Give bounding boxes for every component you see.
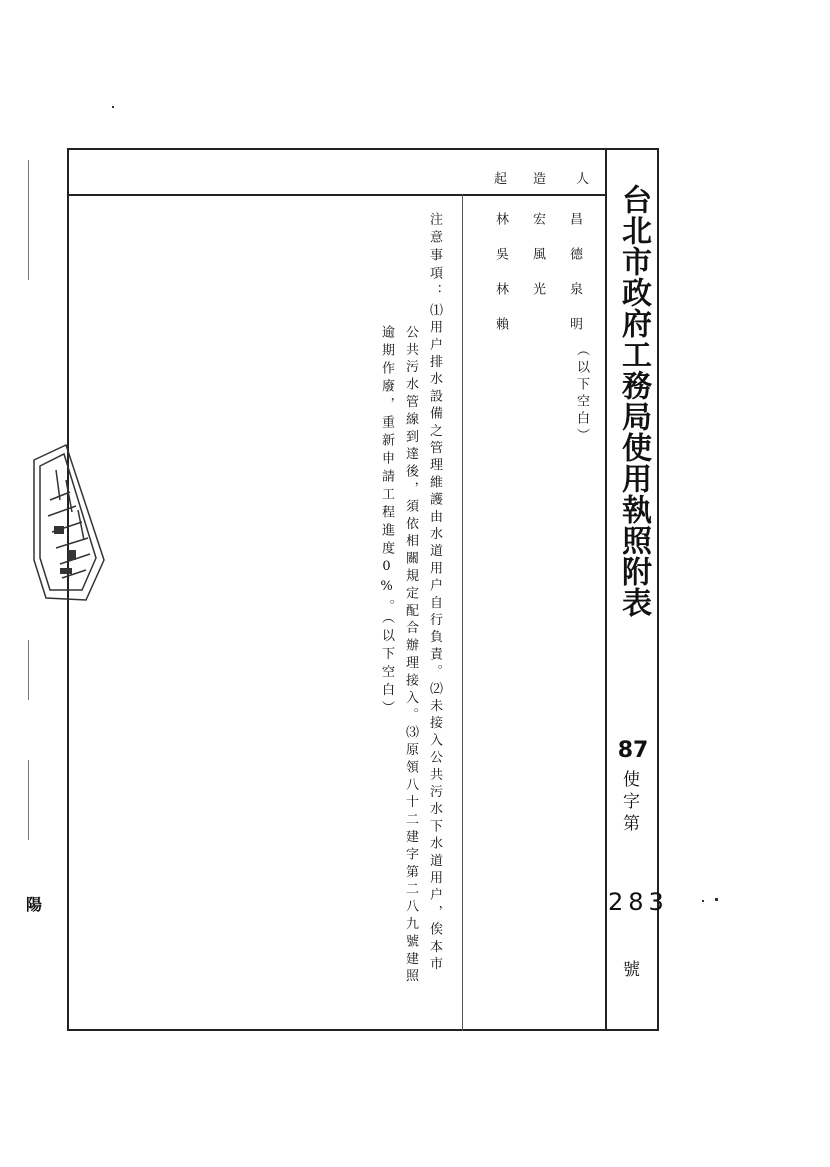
applicant-column-divider xyxy=(462,194,463,1031)
margin-mark: 陽 xyxy=(26,895,43,914)
applicant-column-1: 昌德泉明 xyxy=(567,212,582,352)
scan-speck xyxy=(112,106,114,108)
header-row-divider xyxy=(67,194,607,196)
official-seal-stamp xyxy=(26,440,116,605)
form-title: 台北市政府工務局使用執照附表 xyxy=(616,184,651,618)
left-edge-mark xyxy=(28,160,29,280)
permit-year: 87 xyxy=(617,738,649,763)
header-char-ren: 人 xyxy=(576,172,590,187)
applicant-column-2: 宏風光 xyxy=(530,212,545,317)
notes-line-2: 公共污水管線到達後，須依相關規定配合辦理接入。⑶原領八十二建字第二八九號建照 xyxy=(403,325,418,987)
applicants-blank-note: （以下空白） xyxy=(574,343,589,445)
permit-number: 283 xyxy=(608,888,669,916)
left-edge-mark xyxy=(28,640,29,700)
left-edge-mark xyxy=(28,760,29,840)
header-char-qi: 起 xyxy=(494,172,508,187)
scan-speck xyxy=(715,898,718,901)
notes-line-3: 逾期作廢，重新申請工程進度0%。（以下空白） xyxy=(379,325,394,719)
header-char-zao: 造 xyxy=(533,172,547,187)
permit-suffix: 號 xyxy=(619,960,639,977)
title-column-divider xyxy=(605,148,607,1031)
notes-title: 注意事項： xyxy=(427,212,442,302)
scan-speck xyxy=(702,900,704,902)
applicant-column-3: 林吳林賴 xyxy=(493,212,508,352)
notes-line-1: ⑴用户排水設備之管理維護由水道用户自行負責。⑵未接入公共污水下水道用户，俟本市 xyxy=(427,303,442,974)
permit-prefix: 使字第 xyxy=(619,770,639,836)
